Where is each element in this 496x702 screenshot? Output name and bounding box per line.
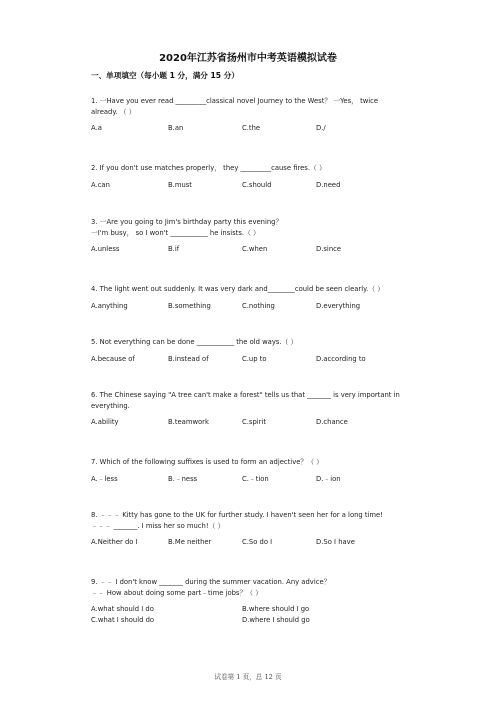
option-a: A.unless xyxy=(91,245,120,253)
question-stem: 一I'm busy， so I won't ___________ he insists.（ ） xyxy=(91,228,260,237)
option-d: D.according to xyxy=(316,354,366,363)
option-b: B.if xyxy=(168,245,180,253)
options-row xyxy=(91,301,421,312)
option-c: C.when xyxy=(242,245,268,253)
options-grid xyxy=(91,604,421,626)
section-heading: 一、单项填空（每小题 1 分，满分 15 分） xyxy=(91,71,239,80)
question-stem: 3. 一Are you going to Jim's birthday party this evening？ xyxy=(91,218,283,226)
option-b: B.﹣ness xyxy=(168,474,198,483)
option-d: D.everything xyxy=(316,301,361,310)
question-stem: 1. 一Have you ever read _________classical novel Journey to the West？ 一Yes， twice xyxy=(91,97,379,105)
options-row xyxy=(91,537,421,548)
question-9 xyxy=(91,577,421,626)
option-d: D.chance xyxy=(316,418,348,426)
question-3 xyxy=(91,217,421,255)
option-a: A.what should I do xyxy=(91,605,154,613)
option-c: C.up to xyxy=(242,354,267,363)
question-stem: already. （ ） xyxy=(91,107,136,116)
option-a: A.a xyxy=(91,124,102,132)
question-2 xyxy=(91,163,421,191)
question-stem: 8. ﹣﹣﹣ Kitty has gone to the UK for further study. I haven't seen her for a long time! xyxy=(91,511,383,519)
options-row xyxy=(91,417,421,428)
option-b: B.instead of xyxy=(168,354,209,363)
page-footer: 试卷第 1 页，总 12 页 xyxy=(214,673,282,681)
question-stem: 9. ﹣﹣ I don't know _______ during the summer vacation. Any advice？ xyxy=(91,578,331,586)
question-4 xyxy=(91,284,421,312)
option-c: C.nothing xyxy=(242,301,275,310)
options-row xyxy=(91,474,421,485)
options-row xyxy=(91,180,421,191)
option-c: C.spirit xyxy=(242,418,266,426)
option-c: C.﹣tion xyxy=(242,474,269,483)
question-stem: 6. The Chinese saying "A tree can't make a forest" tells us that _______ is very important in xyxy=(91,391,400,399)
question-stem: everything. xyxy=(91,401,130,410)
question-stem: 2. If you don't use matches properly， they _________cause fires.（ ） xyxy=(91,164,326,172)
option-d: D.﹣ion xyxy=(316,474,341,483)
question-stem: ﹣﹣ How about doing some part﹣time jobs？（ ） xyxy=(91,588,263,597)
option-a: A.Neither do I xyxy=(91,538,138,546)
options-row xyxy=(91,123,421,134)
page-title: 2020年江苏省扬州市中考英语模拟试卷 xyxy=(159,53,337,64)
option-a: A.ability xyxy=(91,418,119,426)
option-d: D./ xyxy=(316,124,326,132)
question-stem: ﹣﹣﹣ _______. I miss her so much!（ ） xyxy=(91,521,225,530)
option-d: D.where I should go xyxy=(242,616,310,624)
option-d: D.So I have xyxy=(316,538,355,546)
option-d: D.need xyxy=(316,180,341,189)
option-a: A.because of xyxy=(91,354,135,363)
options-row xyxy=(91,244,421,255)
question-7 xyxy=(91,457,421,485)
question-1 xyxy=(91,96,421,134)
question-stem: 7. Which of the following suffixes is used to form an adjective？（ ） xyxy=(91,458,323,466)
question-8 xyxy=(91,510,421,548)
question-stem: 4. The light went out suddenly. It was very dark and________could be seen clearly.（ ） xyxy=(91,285,385,293)
option-b: B.an xyxy=(168,124,184,132)
option-a: A.﹣less xyxy=(91,474,118,483)
option-b: B.something xyxy=(168,301,211,310)
option-c: C.the xyxy=(242,124,261,132)
option-c: C.what I should do xyxy=(91,616,155,624)
option-c: C.So do I xyxy=(242,538,273,546)
option-b: B.must xyxy=(168,180,192,189)
option-a: A.can xyxy=(91,180,110,189)
option-b: B.teamwork xyxy=(168,418,209,426)
question-6 xyxy=(91,390,421,428)
option-c: C.should xyxy=(242,180,272,189)
options-row xyxy=(91,354,421,365)
option-b: B.Me neither xyxy=(168,538,212,546)
option-b: B.where should I go xyxy=(242,605,310,613)
option-a: A.anything xyxy=(91,301,128,310)
option-d: D.since xyxy=(316,245,342,253)
question-5 xyxy=(91,337,421,365)
question-stem: 5. Not everything can be done ___________ the old ways.（ ） xyxy=(91,338,298,346)
